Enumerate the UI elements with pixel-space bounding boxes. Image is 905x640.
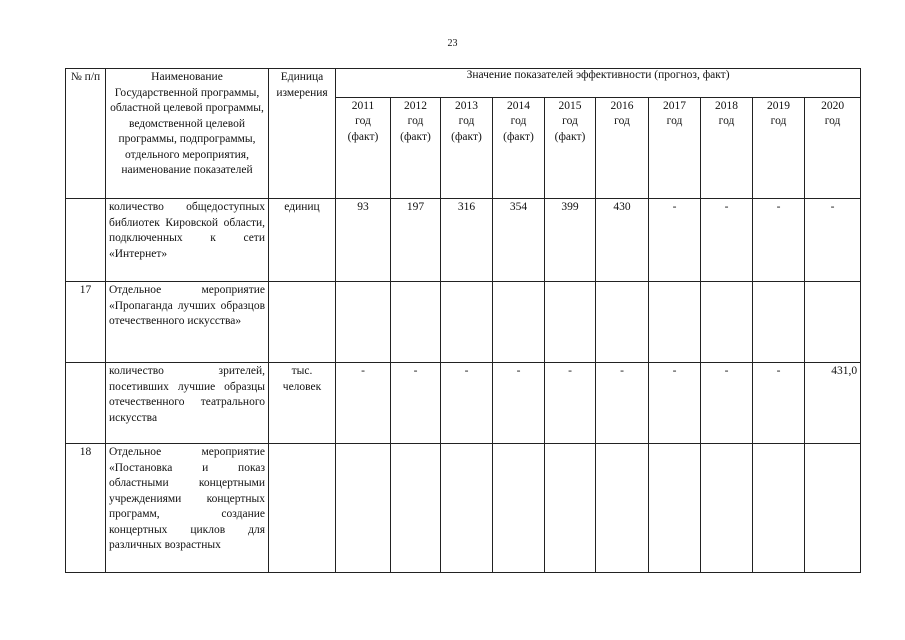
row-value-cell: - [753,363,805,444]
row-value-cell: - [441,363,493,444]
row-value-cell: - [753,199,805,282]
row-unit-cell: тыс. человек [269,363,336,444]
header-year-cell [701,97,753,198]
table-row [66,363,861,444]
header-year-label: год [614,115,630,128]
header-year-cell [805,97,861,198]
row-name-cell [106,199,269,282]
row-value-cell [805,444,861,573]
row-value-cell: - [336,363,391,444]
header-year-cell [493,97,545,198]
row-value-cell: 93 [336,199,391,282]
row-name-cell [106,282,269,363]
header-row-1 [66,69,861,98]
row-value-cell: - [649,363,701,444]
row-unit-cell [269,282,336,363]
row-value-cell [701,444,753,573]
header-year-year: 2014 [507,99,530,112]
row-name-cell [106,444,269,573]
header-year-year: 2011 [351,99,375,112]
header-year-label: год [666,115,683,128]
row-name-cell [106,363,269,444]
header-year-label: год [458,115,475,128]
header-num-cell: № п/п [66,69,106,199]
row-name-text: количество зрителей, посетивших лучшие образцы отечественного театрального искусства [109,365,265,424]
row-value-cell: - [493,363,545,444]
header-year-label: год [718,115,735,128]
row-value-cell [336,282,391,363]
row-value-cell [493,444,545,573]
header-name-cell: Наименование Государственной программы, областной целевой программы, ведомственной целевой программы, подпрограммы, отдельного мероприятия, наименование показателей [106,69,269,199]
row-value-cell [545,282,596,363]
row-value-cell [596,444,649,573]
row-value-cell: 399 [545,199,596,282]
row-value-cell [753,282,805,363]
header-year-year: 2017 [663,99,686,112]
row-value-cell [596,282,649,363]
header-year-cell [441,97,493,198]
header-year-cell [649,97,701,198]
row-num-cell [66,199,106,282]
row-num-cell: 17 [66,282,106,363]
row-value-cell [753,444,805,573]
header-year-cell [753,97,805,198]
header-year-label: год [355,115,371,128]
row-value-cell: - [391,363,441,444]
header-year-label: год [770,115,787,128]
row-value-cell: - [596,363,649,444]
header-year-year: 2018 [715,99,738,112]
row-value-cell: 431,0 [805,363,861,444]
row-name-text: Отдельное мероприятие «Постановка и показ областными концертными учреждениями концертных программ, создание концертных циклов для различных возрастных [109,446,265,551]
header-year-year: 2013 [455,99,478,112]
header-year-year: 2015 [558,99,582,112]
row-value-cell [441,444,493,573]
row-value-cell: - [701,199,753,282]
row-value-cell [649,282,701,363]
page-number: 23 [447,38,458,49]
header-year-cell [545,97,596,198]
row-value-cell: - [649,199,701,282]
header-year-note: (факт) [347,130,379,143]
header-year-note: (факт) [554,130,586,143]
header-year-label: год [510,115,527,128]
header-year-cell [336,97,391,198]
table-row [66,282,861,363]
header-year-year: 2019 [767,99,790,112]
header-year-year: 2016 [610,99,634,112]
header-year-note: (факт) [451,130,482,143]
row-name-text: Отдельное мероприятие «Пропаганда лучших образцов отечественного искусства» [109,284,265,327]
row-value-cell [441,282,493,363]
row-name-text: количество общедоступных библиотек Кировской области, подключенных к сети «Интернет» [109,201,265,260]
row-value-cell [805,282,861,363]
row-unit-cell [269,444,336,573]
row-value-cell: - [701,363,753,444]
header-year-label: год [407,115,424,128]
row-value-cell: 197 [391,199,441,282]
header-year-label: год [562,115,578,128]
performance-indicators-table [65,68,861,573]
row-value-cell: - [805,199,861,282]
header-year-note: (факт) [400,130,431,143]
row-num-cell: 18 [66,444,106,573]
header-year-cell [391,97,441,198]
table-row [66,444,861,573]
header-year-label: год [824,115,841,128]
row-value-cell [545,444,596,573]
row-value-cell [336,444,391,573]
row-num-cell [66,363,106,444]
row-value-cell [649,444,701,573]
header-unit-cell: Единица измерения [269,69,336,199]
header-year-cell [596,97,649,198]
row-value-cell [701,282,753,363]
row-value-cell: - [545,363,596,444]
header-group-cell: Значение показателей эффективности (прогноз, факт) [336,69,861,98]
row-value-cell [493,282,545,363]
row-value-cell [391,282,441,363]
header-year-year: 2020 [821,99,845,112]
row-value-cell: 316 [441,199,493,282]
row-value-cell [391,444,441,573]
header-year-note: (факт) [503,130,534,143]
row-value-cell: 430 [596,199,649,282]
row-value-cell: 354 [493,199,545,282]
header-year-year: 2012 [404,99,427,112]
table-row [66,199,861,282]
row-unit-cell: единиц [269,199,336,282]
